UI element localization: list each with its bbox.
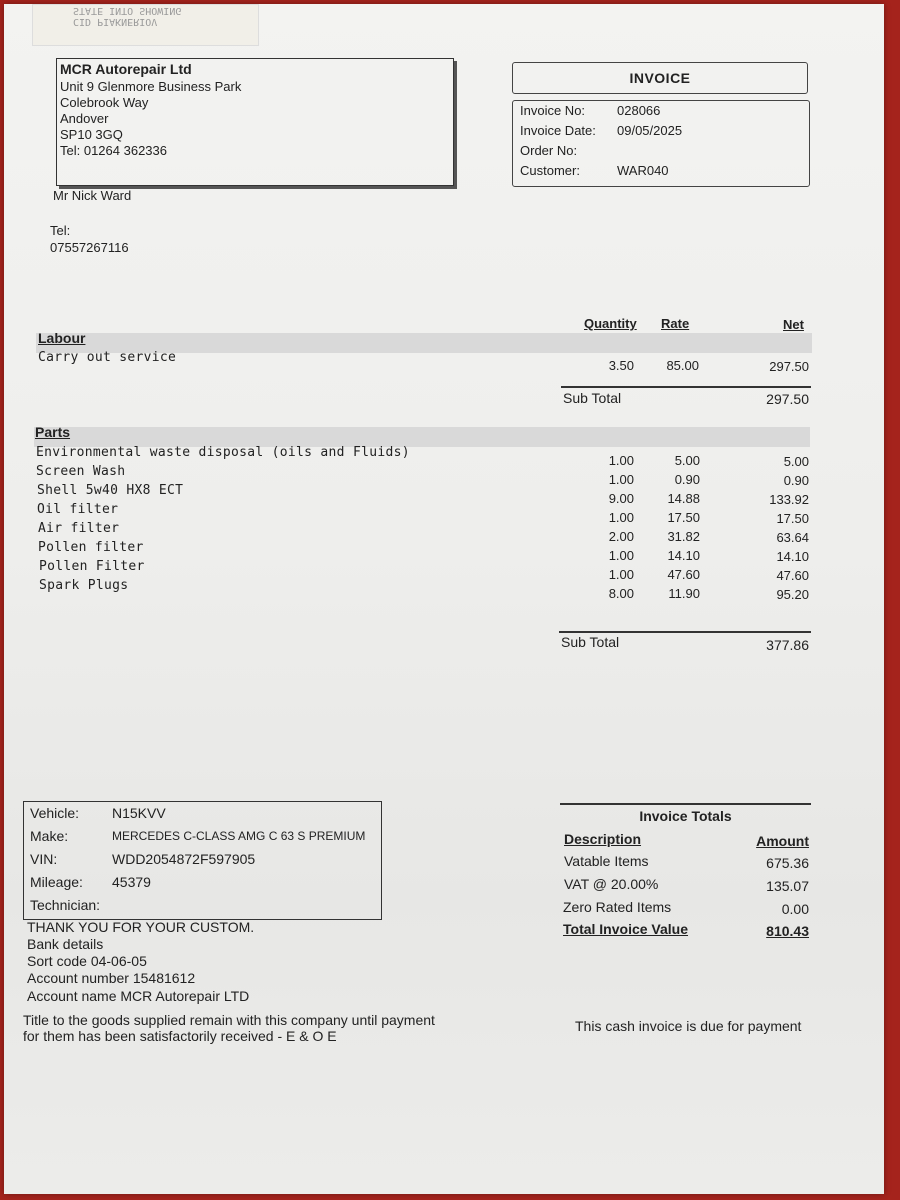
part-item-rate: 14.88 (667, 491, 700, 506)
invoice-meta-box (512, 100, 810, 187)
totals-row-value: 135.07 (766, 878, 809, 894)
part-item-desc: Spark Plugs (39, 578, 129, 593)
part-item-qty: 1.00 (608, 510, 634, 525)
part-item-net: 95.20 (776, 587, 809, 602)
part-item-qty: 1.00 (608, 548, 634, 563)
labour-item-desc: Carry out service (38, 350, 177, 365)
company-address-line: Andover (60, 111, 109, 126)
labour-item-net: 297.50 (769, 359, 809, 374)
column-header-quantity: Quantity (584, 316, 637, 331)
vehicle-row-mileage (24, 871, 381, 894)
sticker-label (32, 4, 259, 46)
totals-row-label: Vatable Items (564, 853, 649, 869)
meta-label: Customer: (520, 163, 580, 178)
company-name: MCR Autorepair Ltd (60, 61, 192, 77)
footer-account-number: Account number 15481612 (27, 970, 196, 986)
vehicle-label: Mileage: (30, 874, 83, 890)
totals-row-value: 0.00 (781, 901, 809, 917)
meta-label: Invoice Date: (520, 123, 596, 138)
part-item-rate: 14.10 (667, 548, 700, 563)
part-item-desc: Pollen Filter (39, 559, 145, 574)
part-item-qty: 2.00 (608, 529, 634, 544)
sticker-text-b: CID PIAKNERIOV (73, 16, 158, 27)
part-item-net: 17.50 (776, 511, 809, 526)
labour-subtotal-value: 297.50 (766, 391, 809, 407)
customer-name: Mr Nick Ward (53, 188, 132, 203)
vehicle-label: Technician: (30, 897, 101, 913)
part-item-desc: Screen Wash (36, 464, 126, 479)
part-item-rate: 47.60 (667, 567, 700, 582)
vehicle-row-vin (24, 848, 381, 871)
part-item-net: 14.10 (776, 549, 809, 564)
part-item-qty: 1.00 (608, 567, 634, 582)
part-item-rate: 11.90 (668, 586, 700, 601)
vehicle-label: VIN: (30, 851, 58, 867)
parts-heading: Parts (35, 424, 71, 440)
vehicle-value: 45379 (112, 874, 151, 890)
footer-thanks: THANK YOU FOR YOUR CUSTOM. (27, 919, 255, 935)
footer-account-name: Account name MCR Autorepair LTD (27, 988, 250, 1004)
vehicle-label: Vehicle: (30, 805, 80, 821)
part-item-desc: Environmental waste disposal (oils and Fluids) (36, 445, 410, 460)
parts-subtotal-rule (559, 631, 811, 633)
parts-header-band (34, 427, 810, 447)
company-address-line: Unit 9 Glenmore Business Park (60, 79, 242, 94)
footer-sort-code: Sort code 04-06-05 (27, 953, 147, 969)
labour-subtotal-label: Sub Total (563, 390, 622, 406)
meta-label: Order No: (520, 143, 578, 158)
company-address-line: Colebrook Way (60, 95, 149, 110)
meta-row-invoice-no (513, 101, 809, 121)
part-item-rate: 31.82 (667, 529, 700, 544)
vehicle-row-technician (24, 894, 381, 917)
invoice-paper (4, 4, 884, 1194)
parts-subtotal-label: Sub Total (561, 634, 620, 650)
meta-value: WAR040 (617, 163, 669, 178)
vehicle-box (23, 801, 382, 920)
part-item-qty: 1.00 (608, 453, 634, 468)
totals-row-value: 675.36 (766, 855, 809, 871)
totals-title: Invoice Totals (639, 808, 732, 824)
meta-value: 028066 (617, 103, 661, 118)
labour-heading: Labour (38, 330, 86, 346)
company-phone: Tel: 01264 362336 (60, 143, 167, 158)
part-item-net: 47.60 (776, 568, 809, 583)
part-item-desc: Air filter (38, 521, 120, 536)
part-item-qty: 8.00 (608, 586, 634, 601)
total-invoice-value-label: Total Invoice Value (563, 921, 689, 937)
totals-row-label: VAT @ 20.00% (564, 876, 659, 892)
part-item-desc: Pollen filter (38, 540, 144, 555)
vehicle-value: N15KVV (112, 805, 166, 821)
footer-terms-line: for them has been satisfactorily received - E & O E (23, 1028, 337, 1044)
footer-bank-details: Bank details (27, 936, 104, 952)
labour-item-rate: 85.00 (666, 358, 699, 373)
labour-subtotal-rule (561, 386, 811, 388)
part-item-net: 5.00 (783, 454, 809, 469)
totals-top-rule (560, 803, 811, 805)
company-box (56, 58, 454, 186)
footer-terms-line: Title to the goods supplied remain with this company until payment (23, 1012, 435, 1028)
part-item-rate: 17.50 (667, 510, 700, 525)
sticker-text-a: STATE INTO SHOWING (73, 5, 182, 16)
vehicle-label: Make: (30, 828, 69, 844)
part-item-qty: 1.00 (608, 472, 634, 487)
vehicle-row-registration (24, 802, 381, 825)
column-header-rate: Rate (661, 316, 690, 331)
meta-row-invoice-date (513, 121, 809, 141)
part-item-desc: Oil filter (37, 502, 119, 517)
totals-amount-header: Amount (756, 833, 809, 849)
total-invoice-value: 810.43 (766, 923, 809, 939)
part-item-rate: 0.90 (674, 472, 700, 487)
customer-tel: 07557267116 (50, 240, 129, 255)
part-item-qty: 9.00 (608, 491, 634, 506)
totals-description-header: Description (564, 831, 642, 847)
meta-row-customer (513, 161, 809, 181)
vehicle-row-make (24, 825, 381, 848)
meta-row-order-no (513, 141, 809, 161)
parts-subtotal-value: 377.86 (766, 637, 809, 653)
part-item-net: 133.92 (769, 492, 809, 507)
column-header-net: Net (783, 317, 804, 332)
totals-row-label: Zero Rated Items (563, 899, 672, 915)
part-item-desc: Shell 5w40 HX8 ECT (37, 483, 184, 498)
meta-value: 09/05/2025 (617, 123, 683, 138)
part-item-net: 0.90 (783, 473, 809, 488)
part-item-rate: 5.00 (674, 453, 700, 468)
vehicle-value: MERCEDES C-CLASS AMG C 63 S PREMIUM (112, 829, 366, 843)
labour-item-qty: 3.50 (608, 358, 634, 373)
invoice-title: INVOICE (512, 62, 808, 94)
company-address-line: SP10 3GQ (60, 127, 123, 142)
vehicle-value: WDD2054872F597905 (112, 851, 256, 867)
part-item-net: 63.64 (776, 530, 809, 545)
customer-tel-label: Tel: (50, 223, 71, 238)
cash-invoice-note: This cash invoice is due for payment (575, 1018, 802, 1034)
meta-label: Invoice No: (520, 103, 586, 118)
